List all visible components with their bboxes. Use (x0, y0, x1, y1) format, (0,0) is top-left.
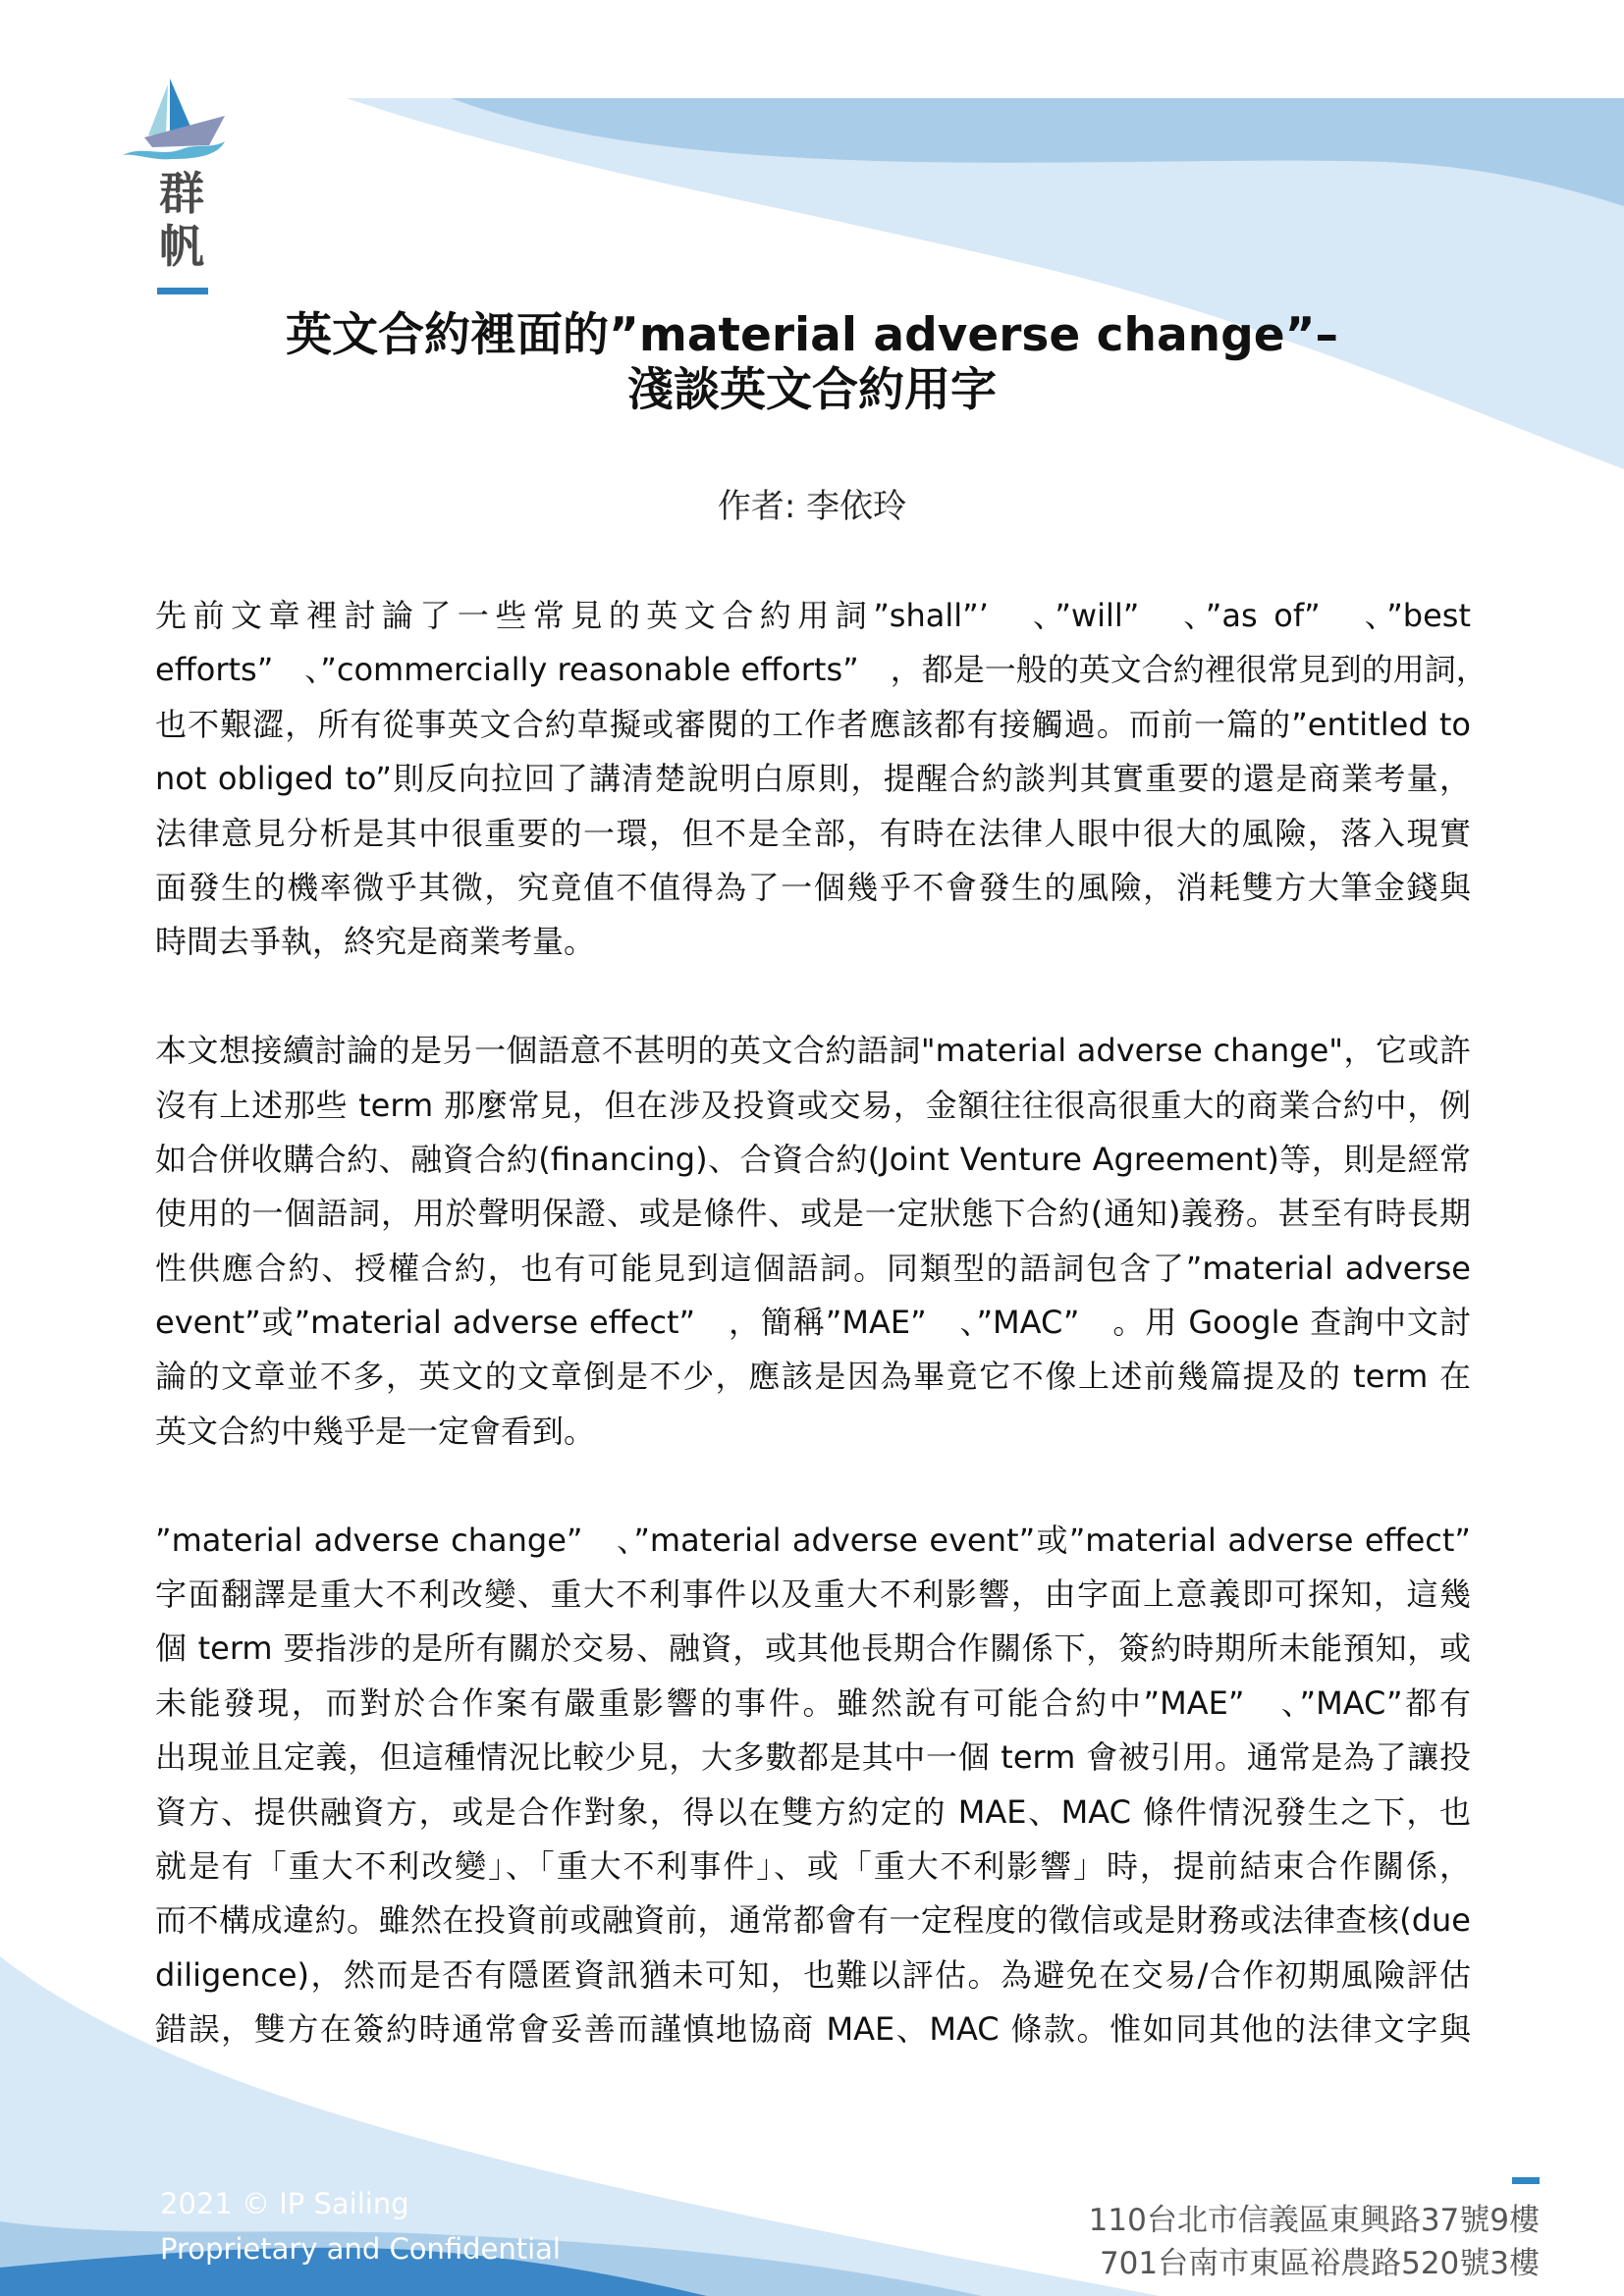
article-body (155, 589, 1488, 2057)
sailboat-icon (123, 77, 231, 165)
title-line: 英文合約裡面的”material adverse change”– (285, 308, 1339, 362)
copyright: 2021 © IP Sailing (160, 2187, 409, 2220)
document-title (0, 308, 1624, 418)
text-line: 字面翻譯是重大不利改變、重大不利事件以及重大不利影響，由字面上意義即可探知，這幾 (155, 1575, 1471, 1614)
brand-char: 帆 (159, 220, 204, 273)
text-line: 沒有上述那些 term 那麼常見，但在涉及投資或交易，金額往往很高很重大的商業合約中，例 (155, 1086, 1471, 1124)
text-line: 就是有「重大不利改變」、「重大不利事件」、或「重大不利影響」時，提前結束合作關係， (155, 1846, 1471, 1885)
brand-underline (157, 288, 208, 294)
brand-name (152, 167, 211, 273)
title-line: 淺談英文合約用字 (627, 363, 997, 417)
text-line: 論的文章並不多，英文的文章倒是不少，應該是因為畢竟它不像上述前幾篇提及的 term 在 (155, 1358, 1471, 1396)
text-line: 使用的一個語詞，用於聲明保證、或是條件、或是一定狀態下合約(通知)義務。甚至有時長期 (155, 1195, 1471, 1233)
text-line: 未能發現，而對於合作案有嚴重影響的事件。雖然說有可能合約中”MAE” 、”MAC”都有 (155, 1683, 1471, 1722)
text-line: diligence)，然而是否有隱匿資訊猶未可知，也難以評估。為避免在交易/合作初期風險評估 (155, 1955, 1471, 1994)
footer-address (1089, 2199, 1540, 2285)
text-line: 也不艱澀，所有從事英文合約草擬或審閱的工作者應該都有接觸過。而前一篇的”entitled to (155, 705, 1471, 743)
text-line: 而不構成違約。雖然在投資前或融資前，通常都會有一定程度的徵信或是財務或法律查核(due (155, 1901, 1471, 1940)
paragraph (155, 1024, 1471, 1459)
author: 作者: 李依玲 (717, 487, 907, 526)
text-line: 資方、提供融資方，或是合作對象，得以在雙方約定的 MAE、MAC 條件情況發生之下，也 (155, 1792, 1471, 1831)
text-line: 面發生的機率微乎其微，究竟值不值得為了一個幾乎不會發生的風險，消耗雙方大筆金錢與 (155, 868, 1471, 906)
text-line: ”material adverse change” 、”material adverse event”或”material adverse effect” (155, 1521, 1471, 1559)
paragraph (155, 589, 1488, 970)
paragraph-gap (155, 1459, 1471, 1513)
text-line: 個 term 要指涉的是所有關於交易、融資，或其他長期合作關係下，簽約時期所未能預知，或 (155, 1629, 1471, 1668)
address-tainan: 701台南市東區裕農路520號3樓 (1099, 2246, 1540, 2281)
text-line: 如合併收購合約、融資合約(financing)、合資合約(Joint Venture Agreement)等，則是經常 (155, 1140, 1471, 1178)
text-line: 先前文章裡討論了一些常見的英文合約用詞”shall”’ 、”will” 、”as of” 、”best (155, 597, 1471, 634)
text-line: not obliged to”則反向拉回了講清楚說明白原則，提醒合約談判其實重要的還是商業考量， (155, 760, 1471, 798)
text-line: 時間去爭執，終究是商業考量。 (155, 923, 596, 961)
text-line: efforts” 、”commercially reasonable efforts” ，都是一般的英文合約裡很常見到的用詞， (155, 651, 1488, 689)
brand-char: 群 (159, 167, 204, 220)
address-taipei: 110台北市信義區東興路37號9樓 (1088, 2203, 1540, 2238)
text-line: 英文合約中幾乎是一定會看到。 (155, 1412, 596, 1450)
text-line: 出現並且定義，但這種情況比較少見，大多數都是其中一個 term 會被引用。通常是為了讓投 (155, 1738, 1471, 1777)
text-line: 錯誤，雙方在簽約時通常會妥善而謹慎地協商 MAE、MAC 條款。惟如同其他的法律文字與 (155, 2010, 1471, 2049)
paragraph (155, 1514, 1471, 2057)
paragraph-gap (155, 970, 1471, 1024)
text-line: 本文想接續討論的是另一個語意不甚明的英文合約語詞"material adverse change"，它或許 (155, 1032, 1471, 1070)
footer-left (160, 2181, 561, 2271)
confidential-notice: Proprietary and Confidential (160, 2232, 561, 2266)
footer-accent-bar (1512, 2177, 1540, 2184)
text-line: 性供應合約、授權合約，也有可能見到這個語詞。同類型的語詞包含了”material adverse (155, 1249, 1471, 1287)
text-line: event”或”material adverse effect” ，簡稱”MAE” 、”MAC” 。用 Google 查詢中文討 (155, 1304, 1471, 1342)
text-line: 法律意見分析是其中很重要的一環，但不是全部，有時在法律人眼中很大的風險，落入現實 (155, 814, 1471, 852)
